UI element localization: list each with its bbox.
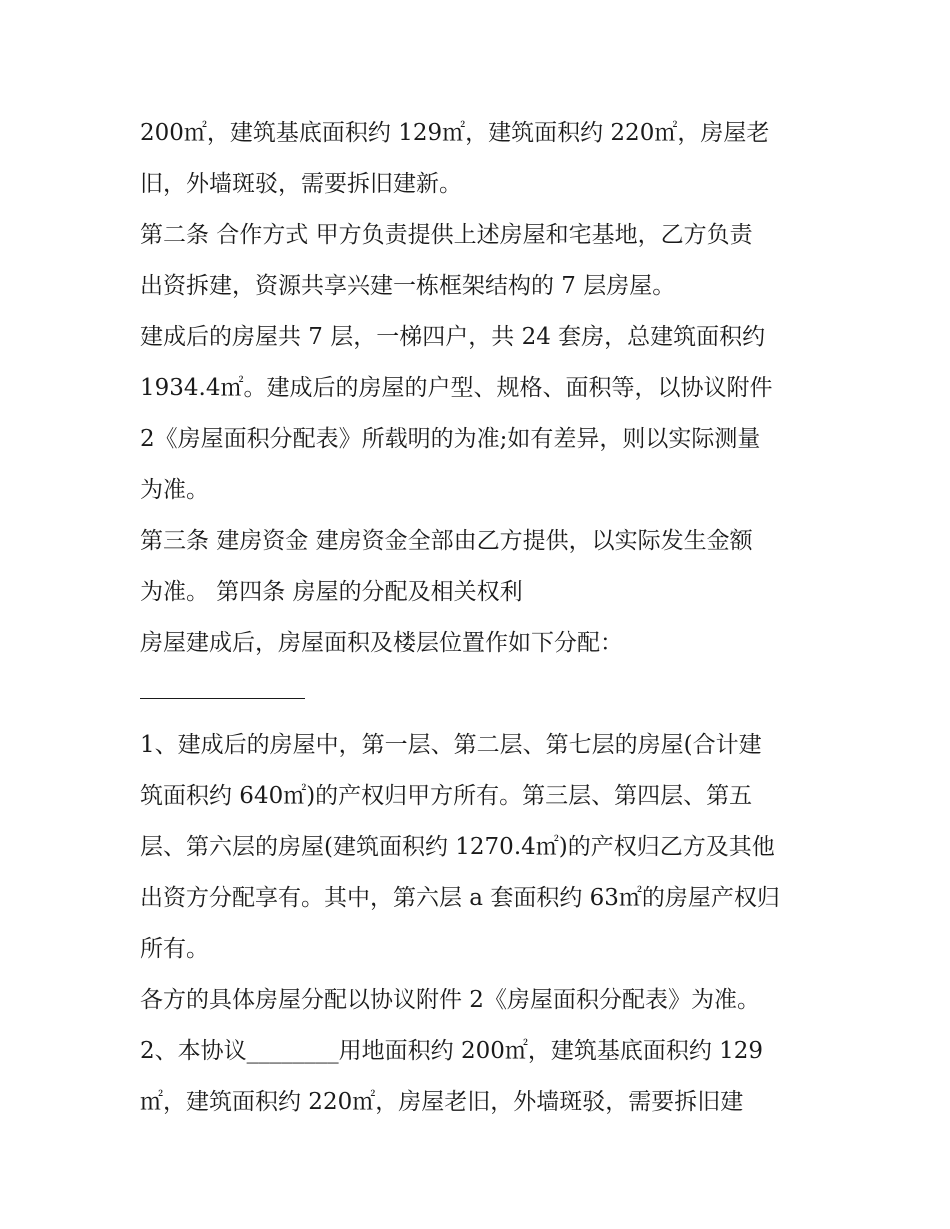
text-line: 房屋建成后，房屋面积及楼层位置作如下分配： — [140, 630, 623, 656]
text-line: 1934.4㎡。建成后的房屋的户型、规格、面积等，以协议附件 — [140, 375, 773, 401]
text-line: 1、建成后的房屋中，第一层、第二层、第七层的房屋(合计建 — [140, 732, 762, 758]
text-line: 各方的具体房屋分配以协议附件 2《房屋面积分配表》为准。 — [140, 987, 760, 1013]
text-line: 出资拆建，资源共享兴建一栋框架结构的 7 层房屋。 — [140, 273, 676, 299]
text-line: 层、第六层的房屋(建筑面积约 1270.4㎡)的产权归乙方及其他 — [140, 834, 775, 860]
text-line: 2、本协议________用地面积约 200㎡，建筑基底面积约 129 — [140, 1038, 764, 1064]
text-line: 建成后的房屋共 7 层，一梯四户，共 24 套房，总建筑面积约 — [140, 324, 766, 350]
text-line: ㎡，建筑面积约 220㎡，房屋老旧，外墙斑驳，需要拆旧建 — [140, 1089, 744, 1115]
blank-underline — [140, 698, 305, 699]
text-line: 第三条 建房资金 建房资金全部由乙方提供，以实际发生金额 — [140, 528, 753, 554]
text-line: 200㎡，建筑基底面积约 129㎡，建筑面积约 220㎡，房屋老 — [140, 120, 770, 146]
text-line: 所有。 — [140, 936, 209, 962]
text-line: 为准。 第四条 房屋的分配及相关权利 — [140, 579, 523, 605]
document-body — [140, 108, 820, 1128]
blank-rule-row — [140, 669, 820, 720]
text-line: 出资方分配享有。其中，第六层 a 套面积约 63㎡的房屋产权归 — [140, 885, 780, 911]
text-line: 筑面积约 640㎡)的产权归甲方所有。第三层、第四层、第五 — [140, 783, 753, 809]
text-line: 为准。 — [140, 477, 209, 503]
text-line: 旧，外墙斑驳，需要拆旧建新。 — [140, 171, 462, 197]
text-line: 第二条 合作方式 甲方负责提供上述房屋和宅基地，乙方负责 — [140, 222, 753, 248]
text-line: 2《房屋面积分配表》所载明的为准;如有差异，则以实际测量 — [140, 426, 761, 452]
